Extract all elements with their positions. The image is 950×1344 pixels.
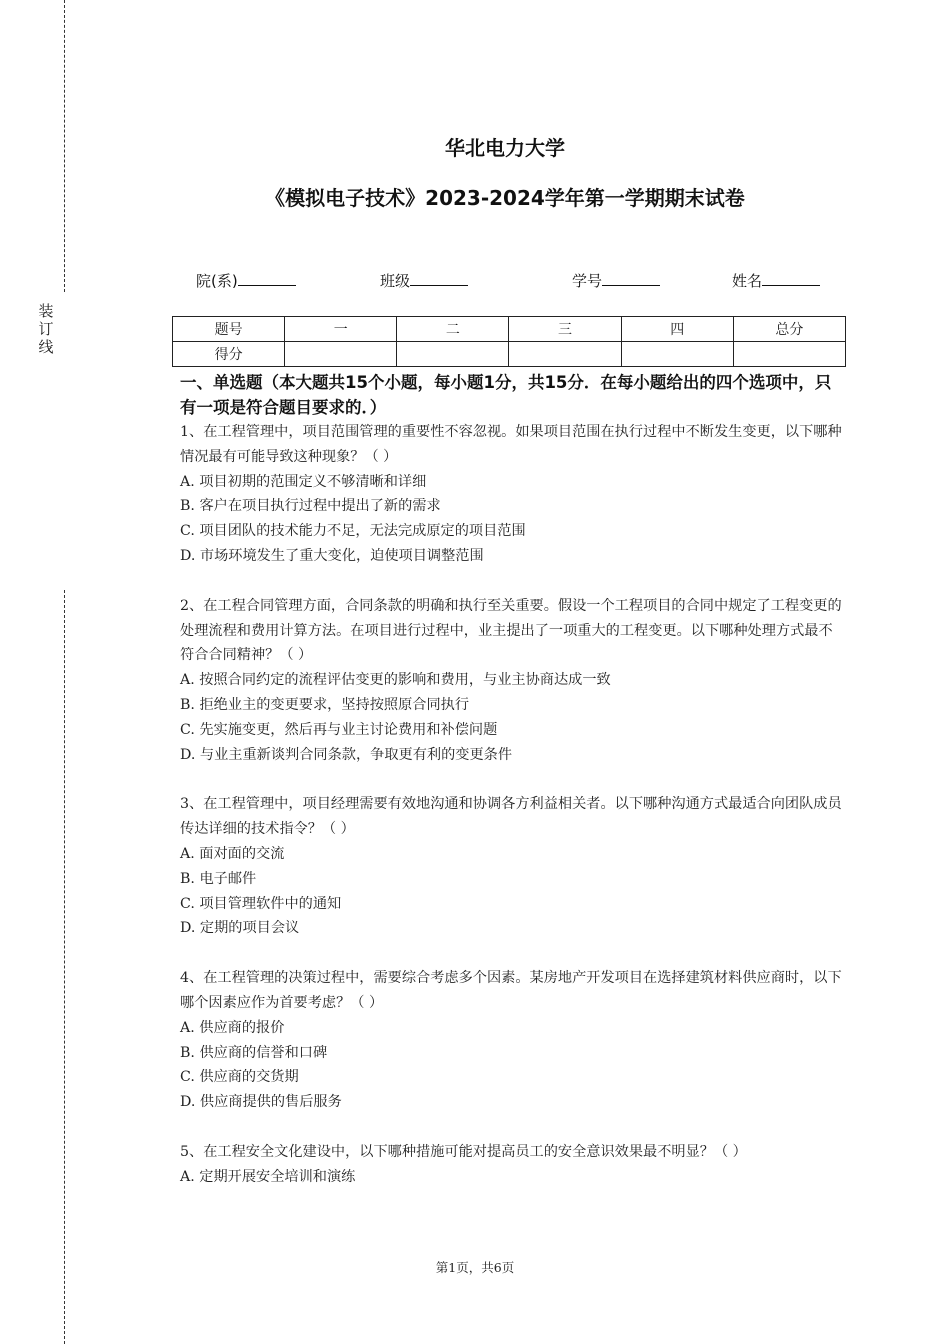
section-heading: 一、单选题（本大题共15个小题，每小题1分，共15分．在每小题给出的四个选项中，只有一项是符合题目要求的．） [180,373,832,417]
question-list [180,420,842,1190]
score-table-score-row [173,342,846,367]
question-item [180,594,842,768]
option-b: B. 客户在项目执行过程中提出了新的需求 [180,498,441,515]
score-cell: 题号 [173,317,285,342]
option-c: C. 供应商的交货期 [180,1069,299,1086]
question-stem: 1、在工程管理中，项目范围管理的重要性不容忽视。如果项目范围在执行过程中不断发生变更，以下哪种情况最有可能导致这种现象？（ ） [180,424,842,465]
binding-char: 订 [38,320,54,338]
score-table-header-row [173,317,846,342]
question-stem: 5、在工程安全文化建设中，以下哪种措施可能对提高员工的安全意识效果最不明显？（ ） [180,1143,747,1160]
class-field[interactable] [380,270,468,291]
exam-title: 《模拟电子技术》2023-2024学年第一学期期末试卷 [265,186,745,210]
option-d: D. 供应商提供的售后服务 [180,1094,342,1111]
name-field[interactable] [732,270,820,291]
score-cell: 三 [509,317,621,342]
score-cell: 一 [285,317,397,342]
question-item [180,420,842,569]
score-cell: 得分 [173,342,285,367]
option-d: D. 定期的项目会议 [180,920,300,937]
score-cell: 总分 [733,317,845,342]
question-stem: 2、在工程合同管理方面，合同条款的明确和执行至关重要。假设一个工程项目的合同中规定了工程变更的处理流程和费用计算方法。在项目进行过程中，业主提出了一项重大的工程变更。以下哪种处理方式最不符合合同精神？（ ） [180,597,842,664]
option-b: B. 电子邮件 [180,870,257,887]
student-id-field[interactable] [572,270,660,291]
university-title: 华北电力大学 [445,136,565,160]
option-c: C. 项目团队的技术能力不足，无法完成原定的项目范围 [180,523,526,540]
option-d: D. 与业主重新谈判合同条款，争取更有利的变更条件 [180,746,513,763]
score-cell[interactable] [509,342,621,367]
option-a: A. 按照合同约定的流程评估变更的影响和费用，与业主协商达成一致 [180,672,611,689]
question-item [180,792,842,941]
student-id-label: 学号 [572,272,603,290]
option-a: A. 供应商的报价 [180,1019,285,1036]
option-c: C. 项目管理软件中的通知 [180,895,342,912]
score-cell[interactable] [733,342,845,367]
score-cell[interactable] [285,342,397,367]
option-a: A. 定期开展安全培训和演练 [180,1168,356,1185]
question-item [180,966,842,1115]
question-stem: 3、在工程管理中，项目经理需要有效地沟通和协调各方利益相关者。以下哪种沟通方式最适合向团队成员传达详细的技术指令？（ ） [180,796,842,838]
name-label: 姓名 [732,272,763,290]
question-stem: 4、在工程管理的决策过程中，需要综合考虑多个因素。某房地产开发项目在选择建筑材料供应商时，以下哪个因素应作为首要考虑？（ ） [180,970,842,1011]
option-c: C. 先实施变更，然后再与业主讨论费用和补偿问题 [180,721,498,738]
department-field[interactable] [196,270,296,291]
department-label: 院(系) [196,272,238,290]
score-table [172,316,846,367]
binding-char: 装 [38,302,54,320]
option-b: B. 拒绝业主的变更要求，坚持按照原合同执行 [180,696,470,713]
score-cell: 二 [397,317,509,342]
score-cell: 四 [621,317,733,342]
binding-char: 线 [38,338,54,356]
option-a: A. 项目初期的范围定义不够清晰和详细 [180,473,427,490]
option-d: D. 市场环境发生了重大变化，迫使项目调整范围 [180,547,484,564]
binding-label [36,302,56,356]
page-number: 第1页，共6页 [435,1260,515,1275]
score-cell[interactable] [621,342,733,367]
option-a: A. 面对面的交流 [180,845,285,862]
score-cell[interactable] [397,342,509,367]
question-item [180,1140,842,1190]
binding-line-bottom [64,590,65,1344]
class-label: 班级 [380,272,411,290]
option-b: B. 供应商的信誉和口碑 [180,1044,328,1061]
